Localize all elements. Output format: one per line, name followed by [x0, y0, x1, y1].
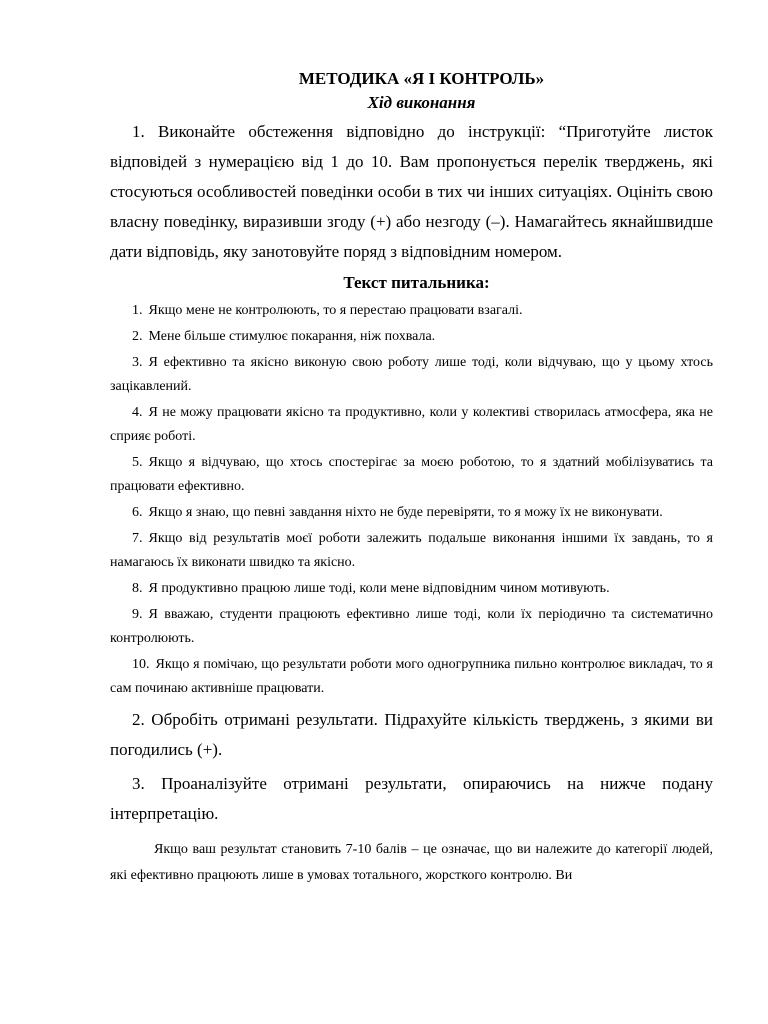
list-item	[110, 325, 713, 349]
interpretation-paragraph: Якщо ваш результат становить 7-10 балів – це означає, що ви належите до категорії людей, які ефективно працюють лише в умовах тотального, жорсткого контролю. Ви	[110, 842, 713, 883]
document-title: МЕТОДИКА «Я І КОНТРОЛЬ»	[298, 69, 545, 88]
list-item-number: 4.	[132, 405, 143, 420]
list-item	[110, 299, 713, 323]
step-2-paragraph: 2. Обробіть отримані результати. Підрахуйте кількість тверджень, з якими ви погодились (+).	[110, 710, 713, 759]
list-item	[110, 501, 713, 525]
list-item-text: Я ефективно та якісно виконую свою роботу лише тоді, коли відчуваю, що у цьому хтось зацікавлений.	[110, 355, 713, 394]
list-item-text: Якщо я відчуваю, що хтось спостерігає за моєю роботою, то я здатний мобілізуватись та працювати ефективно.	[110, 455, 713, 494]
list-item-number: 7.	[132, 531, 143, 546]
list-item-text: Я продуктивно працюю лише тоді, коли мене відповідним чином мотивують.	[148, 581, 610, 596]
list-item	[110, 603, 713, 651]
list-item-number: 3.	[132, 355, 143, 370]
step-1-paragraph: 1. Виконайте обстеження відповідно до інструкції: “Приготуйте листок відповідей з нумерацією від 1 до 10. Вам пропонується перелік тверджень, які стосуються особливостей поведінки особи в тих чи інших ситуаціях. Оцініть свою власну поведінку, виразивши згоду (+) або незгоду (–). Намагайтесь якнайшвидше дати відповідь, яку занотовуйте поряд з відповідним номером.	[110, 122, 713, 261]
list-item-text: Мене більше стимулює покарання, ніж похвала.	[148, 329, 436, 344]
list-item-text: Якщо від результатів моєї роботи залежить подальше виконання іншими їх завдань, то я намагаюсь їх виконати швидко та якісно.	[110, 531, 713, 570]
list-item	[110, 577, 713, 601]
list-item-number: 8.	[132, 581, 143, 596]
list-item-text: Якщо я знаю, що певні завдання ніхто не буде перевіряти, то я можу їх не виконувати.	[148, 505, 663, 520]
list-item-number: 10.	[132, 657, 150, 672]
questionnaire-list	[110, 299, 713, 701]
list-item-number: 6.	[132, 505, 143, 520]
step-3-paragraph: 3. Проаналізуйте отримані результати, опираючись на нижче подану інтерпретацію.	[110, 774, 713, 823]
list-item	[110, 653, 713, 701]
list-item-text: Я вважаю, студенти працюють ефективно лише тоді, коли їх періодично та систематично контролюють.	[110, 607, 713, 646]
list-item-text: Я не можу працювати якісно та продуктивно, коли у колективі створилась атмосфера, яка не сприяє роботі.	[110, 405, 713, 444]
list-item-number: 9.	[132, 607, 143, 622]
list-item	[110, 351, 713, 399]
questionnaire-heading: Текст питальника:	[343, 273, 490, 292]
list-item-text: Якщо мене не контролюють, то я перестаю працювати взагалі.	[148, 303, 523, 318]
list-item-number: 5.	[132, 455, 143, 470]
document-subtitle: Хід виконання	[367, 93, 476, 112]
list-item	[110, 527, 713, 575]
list-item-number: 1.	[132, 303, 143, 318]
document-content	[110, 67, 713, 889]
list-item-number: 2.	[132, 329, 143, 344]
list-item	[110, 401, 713, 449]
list-item-text: Якщо я помічаю, що результати роботи мого одногрупника пильно контролює викладач, то я сам починаю активніше працювати.	[110, 657, 713, 696]
list-item	[110, 451, 713, 499]
